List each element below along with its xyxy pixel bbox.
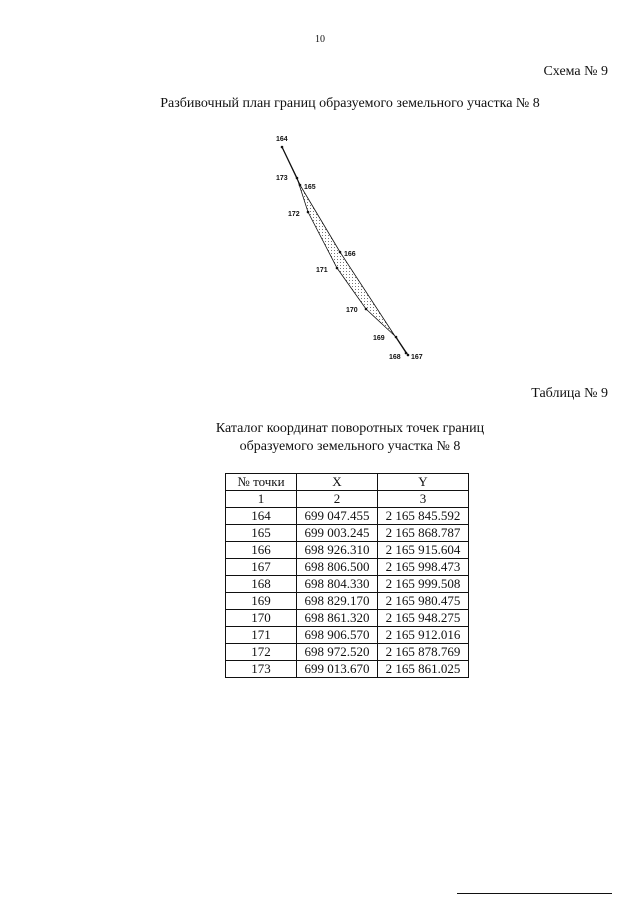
point-marker-171 — [336, 267, 339, 270]
cell-point-number: 164 — [226, 508, 297, 525]
cell-x: 698 972.520 — [297, 644, 378, 661]
table-row — [226, 508, 469, 525]
cell-x: 699 013.670 — [297, 661, 378, 678]
cell-point-number: 166 — [226, 542, 297, 559]
table-row — [226, 525, 469, 542]
cell-y: 2 165 868.787 — [378, 525, 469, 542]
cell-x: 698 906.570 — [297, 627, 378, 644]
cell-x: 699 047.455 — [297, 508, 378, 525]
cell-y: 2 165 999.508 — [378, 576, 469, 593]
table-row — [226, 559, 469, 576]
cell-point-number: 172 — [226, 644, 297, 661]
cell-x: 698 861.320 — [297, 610, 378, 627]
point-marker-167 — [407, 354, 410, 357]
table-row — [226, 593, 469, 610]
point-marker-166 — [339, 251, 342, 254]
table-row — [226, 661, 469, 678]
point-marker-165 — [299, 184, 302, 187]
cell-x: 698 806.500 — [297, 559, 378, 576]
table-subheader-row — [226, 491, 469, 508]
cell-y: 2 165 845.592 — [378, 508, 469, 525]
subheader-3: 3 — [378, 491, 469, 508]
table-row — [226, 627, 469, 644]
cell-point-number: 168 — [226, 576, 297, 593]
point-label-164: 164 — [276, 136, 288, 143]
cell-y: 2 165 998.473 — [378, 559, 469, 576]
land-plot-area — [297, 178, 406, 353]
cell-y: 2 165 861.025 — [378, 661, 469, 678]
footer-divider — [457, 893, 612, 894]
table-label: Таблица № 9 — [531, 386, 608, 401]
plan-title: Разбивочный план границ образуемого земельного участка № 8 — [160, 96, 540, 111]
cell-x: 698 804.330 — [297, 576, 378, 593]
cell-y: 2 165 980.475 — [378, 593, 469, 610]
cell-y: 2 165 878.769 — [378, 644, 469, 661]
table-row — [226, 542, 469, 559]
scheme-label: Схема № 9 — [543, 64, 608, 79]
table-header-row — [226, 474, 469, 491]
cell-x: 698 829.170 — [297, 593, 378, 610]
point-label-172: 172 — [288, 211, 300, 218]
table-body — [226, 508, 469, 678]
point-label-165: 165 — [304, 184, 316, 191]
table-row — [226, 576, 469, 593]
cell-y: 2 165 948.275 — [378, 610, 469, 627]
point-marker-168 — [405, 352, 408, 355]
cell-point-number: 169 — [226, 593, 297, 610]
cell-point-number: 170 — [226, 610, 297, 627]
cell-point-number: 167 — [226, 559, 297, 576]
point-label-169: 169 — [373, 335, 385, 342]
point-label-166: 166 — [344, 251, 356, 258]
point-marker-169 — [395, 336, 398, 339]
header-y: Y — [378, 474, 469, 491]
subheader-2: 2 — [297, 491, 378, 508]
cell-x: 699 003.245 — [297, 525, 378, 542]
point-label-168: 168 — [389, 354, 401, 361]
table-row — [226, 610, 469, 627]
header-point-number: № точки — [226, 474, 297, 491]
cell-y: 2 165 912.016 — [378, 627, 469, 644]
point-label-170: 170 — [346, 307, 358, 314]
cell-x: 698 926.310 — [297, 542, 378, 559]
header-x: X — [297, 474, 378, 491]
table-title-line-2: образуемого земельного участка № 8 — [239, 439, 461, 454]
table-row — [226, 644, 469, 661]
coordinates-table — [225, 473, 469, 678]
point-label-167: 167 — [411, 354, 423, 361]
cell-point-number: 171 — [226, 627, 297, 644]
cell-point-number: 165 — [226, 525, 297, 542]
plan-points — [276, 136, 423, 361]
page-number: 10 — [315, 34, 325, 45]
subheader-1: 1 — [226, 491, 297, 508]
point-marker-164 — [281, 146, 284, 149]
table-title-line-1: Каталог координат поворотных точек границ — [215, 421, 485, 436]
point-marker-173 — [296, 177, 299, 180]
point-label-171: 171 — [316, 267, 328, 274]
table-title — [0, 420, 640, 456]
point-label-173: 173 — [276, 175, 288, 182]
point-marker-172 — [307, 211, 310, 214]
cell-point-number: 173 — [226, 661, 297, 678]
cell-y: 2 165 915.604 — [378, 542, 469, 559]
point-marker-170 — [365, 308, 368, 311]
